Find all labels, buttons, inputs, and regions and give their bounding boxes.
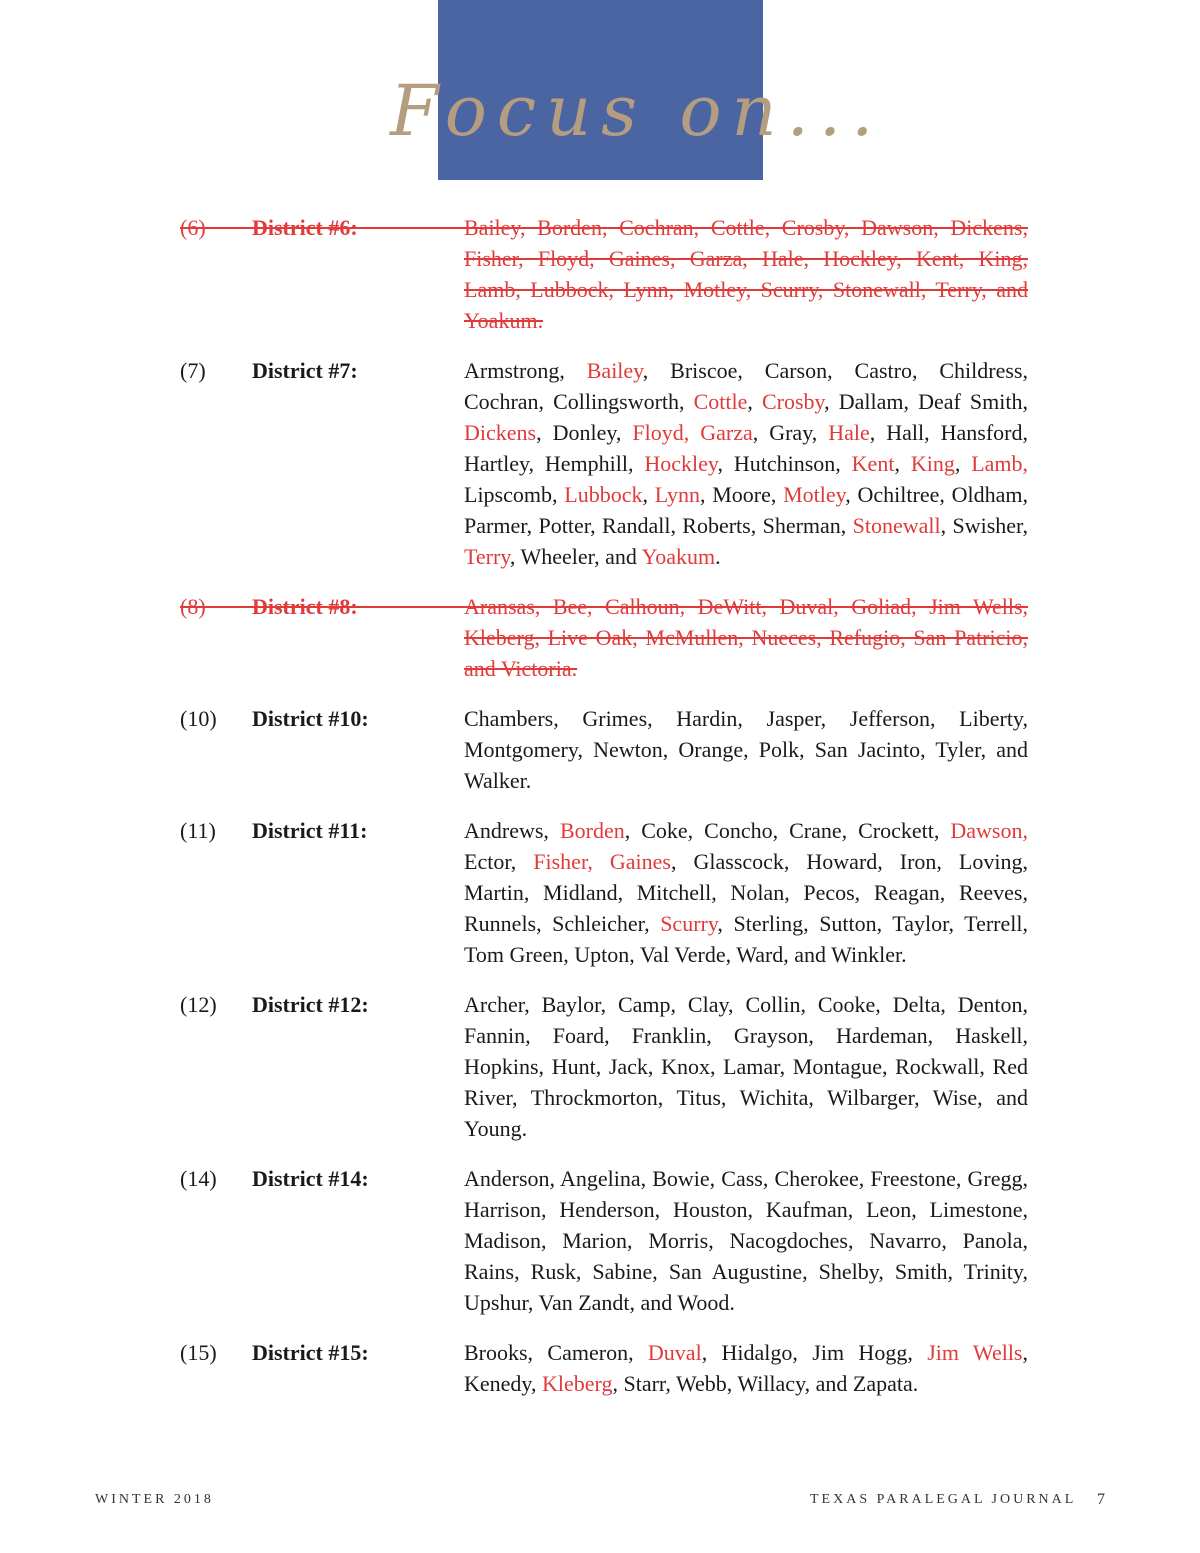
district-number: (10) <box>180 706 217 731</box>
district-counties <box>464 815 1028 970</box>
county-moved: Kent <box>851 451 895 476</box>
county-text: , Gray, <box>752 420 829 445</box>
county-text: , <box>642 482 655 507</box>
district-entry <box>180 989 1030 1144</box>
county-text: . <box>715 544 721 569</box>
page-number: 7 <box>1097 1491 1105 1508</box>
county-moved: Duval <box>647 1340 702 1365</box>
county-moved: Fisher, Gaines <box>533 849 671 874</box>
county-moved: Yoakum <box>641 544 716 569</box>
county-text: , <box>894 451 911 476</box>
district-counties <box>464 1163 1028 1318</box>
county-text: Ector, <box>464 849 534 874</box>
county-text: Aransas, Bee, Calhoun, DeWitt, Duval, Goliad, Jim Wells, Kleberg, Live Oak, McMullen, Nueces, Refugio, San Patricio, and Victoria. <box>464 594 1028 681</box>
county-text: , Kenedy, <box>464 1340 1028 1396</box>
county-moved: Floyd, Garza <box>632 420 753 445</box>
county-text: Chambers, Grimes, Hardin, Jasper, Jefferson, Liberty, Montgomery, Newton, Orange, Polk, San Jacinto, Tyler, and Walker. <box>464 706 1028 793</box>
district-entry <box>180 703 1030 796</box>
district-entry <box>180 1337 1030 1399</box>
county-text: , Starr, Webb, Willacy, and Zapata. <box>612 1371 919 1396</box>
county-moved: Hale <box>828 420 870 445</box>
county-moved: Kleberg <box>542 1371 613 1396</box>
county-moved: Terry <box>464 544 510 569</box>
county-text: , Moore, <box>699 482 784 507</box>
district-entry <box>180 815 1030 970</box>
county-moved: Dickens <box>464 420 537 445</box>
county-text: Andrews, <box>464 818 560 843</box>
header-script-title: Focus on... <box>390 70 884 152</box>
county-text: , Glasscock, Howard, Iron, Loving, Martin, Midland, Mitchell, Nolan, Pecos, Reagan, Reeves, Runnels, Schleicher, <box>464 849 1028 936</box>
district-number: (8) <box>180 594 206 619</box>
county-text: Armstrong, <box>464 358 587 383</box>
county-text: , Hall, Hansford, Hartley, Hemphill, <box>464 420 1028 476</box>
footer-journal-name: TEXAS PARALEGAL JOURNAL <box>810 1492 1077 1507</box>
county-text: , Briscoe, Carson, Castro, Childress, Cochran, Collingsworth, <box>464 358 1028 414</box>
county-text: , Dallam, Deaf Smith, <box>824 389 1028 414</box>
county-text: , Hidalgo, Jim Hogg, <box>701 1340 928 1365</box>
district-number: (11) <box>180 818 216 843</box>
county-text: , <box>747 389 762 414</box>
district-label: District #8: <box>252 594 358 619</box>
county-moved: Stonewall <box>852 513 941 538</box>
district-number: (12) <box>180 992 217 1017</box>
county-moved: Bailey <box>586 358 643 383</box>
district-number: (7) <box>180 358 206 383</box>
county-moved: Borden <box>559 818 625 843</box>
county-text: Bailey, Borden, Cochran, Cottle, Crosby, Dawson, Dickens, Fisher, Floyd, Gaines, Garza, Hale, Hockley, Kent, King, Lamb, Lubbock, Lynn, Motley, Scurry, Stonewall, Terry, and Yoakum. <box>464 215 1028 333</box>
county-text: Brooks, Cameron, <box>464 1340 648 1365</box>
county-moved: Lubbock <box>564 482 643 507</box>
footer-issue: WINTER 2018 <box>95 1492 214 1507</box>
district-counties <box>464 591 1028 684</box>
county-moved: Cottle <box>693 389 748 414</box>
district-label: District #15: <box>252 1340 369 1365</box>
county-text: , Sterling, Sutton, Taylor, Terrell, Tom Green, Upton, Val Verde, Ward, and Winkler. <box>464 911 1028 967</box>
district-label: District #7: <box>252 358 358 383</box>
district-counties <box>464 212 1028 336</box>
county-moved: Scurry <box>660 911 718 936</box>
county-text: , Swisher, <box>940 513 1028 538</box>
county-text: Lipscomb, <box>464 482 565 507</box>
county-moved: Lynn <box>654 482 700 507</box>
district-counties <box>464 703 1028 796</box>
district-entry <box>180 355 1030 572</box>
district-label: District #6: <box>252 215 358 240</box>
district-label: District #12: <box>252 992 369 1017</box>
district-label: District #14: <box>252 1166 369 1191</box>
county-moved: Dawson, <box>950 818 1028 843</box>
county-moved: King <box>910 451 955 476</box>
county-text: , Wheeler, and <box>509 544 642 569</box>
district-label: District #11: <box>252 818 368 843</box>
county-moved: Hockley <box>644 451 718 476</box>
district-counties <box>464 989 1028 1144</box>
district-number: (14) <box>180 1166 217 1191</box>
county-text: , Hutchinson, <box>717 451 852 476</box>
county-moved: Motley <box>783 482 846 507</box>
county-text: , <box>954 451 972 476</box>
county-text: , Donley, <box>536 420 633 445</box>
county-moved: Crosby <box>762 389 825 414</box>
county-text: , Coke, Concho, Crane, Crockett, <box>624 818 951 843</box>
county-text: Archer, Baylor, Camp, Clay, Collin, Cooke, Delta, Denton, Fannin, Foard, Franklin, Grayson, Hardeman, Haskell, Hopkins, Hunt, Jack, Knox, Lamar, Montague, Rockwall, Red River, Throckmorton, Titus, Wichita, Wilbarger, Wise, and Young. <box>464 992 1028 1141</box>
district-list <box>180 212 1030 1418</box>
district-counties <box>464 1337 1028 1399</box>
district-counties <box>464 355 1028 572</box>
district-entry <box>180 212 1030 336</box>
district-number: (15) <box>180 1340 217 1365</box>
district-entry <box>180 1163 1030 1318</box>
district-number: (6) <box>180 215 206 240</box>
county-text: , Ochiltree, Oldham, Parmer, Potter, Randall, Roberts, Sherman, <box>464 482 1028 538</box>
county-text: Anderson, Angelina, Bowie, Cass, Cherokee, Freestone, Gregg, Harrison, Henderson, Houston, Kaufman, Leon, Limestone, Madison, Marion, Morris, Nacogdoches, Navarro, Panola, Rains, Rusk, Sabine, San Augustine, Shelby, Smith, Trinity, Upshur, Van Zandt, and Wood. <box>464 1166 1028 1315</box>
county-moved: Jim Wells <box>927 1340 1023 1365</box>
district-entry <box>180 591 1030 684</box>
county-moved: Lamb, <box>971 451 1029 476</box>
district-label: District #10: <box>252 706 369 731</box>
